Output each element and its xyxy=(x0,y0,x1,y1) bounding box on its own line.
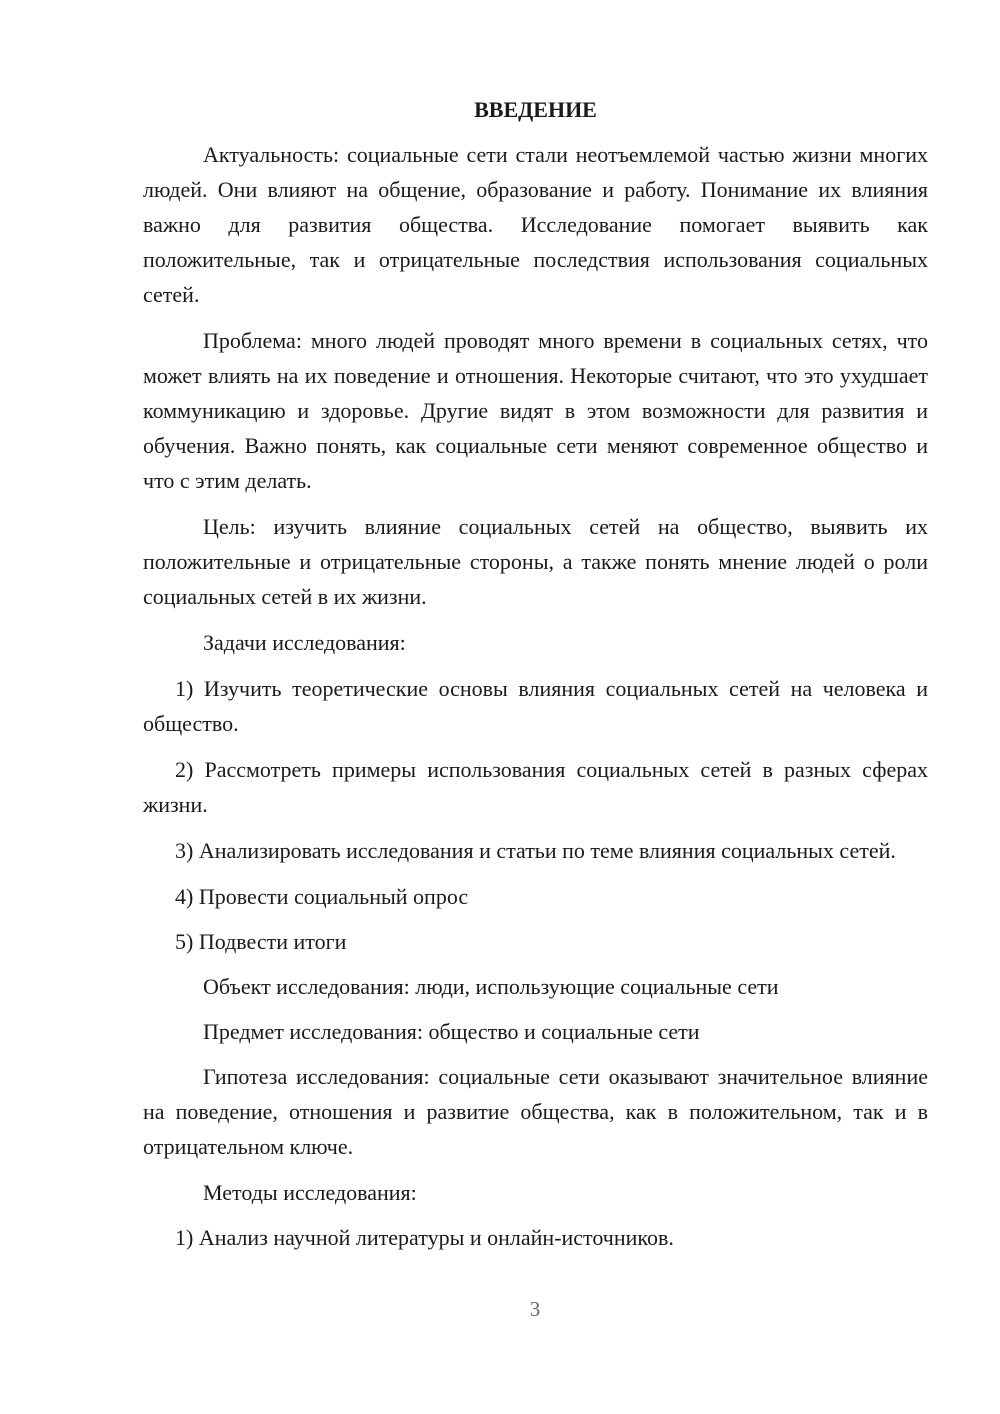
page-number: 3 xyxy=(529,1297,541,1321)
methods-heading: Методы исследования: xyxy=(203,1180,417,1205)
method-item-1: 1) Анализ научной литературы и онлайн-источников. xyxy=(175,1225,674,1250)
task-item-4: 4) Провести социальный опрос xyxy=(175,884,469,909)
document-page xyxy=(143,92,928,1265)
section-title: ВВЕДЕНИЕ xyxy=(474,97,597,122)
research-subject: Предмет исследования: общество и социальные сети xyxy=(203,1019,700,1044)
task-item-1: 1) Изучить теоретические основы влияния социальных сетей на человека и общество. xyxy=(143,676,928,736)
task-item-2: 2) Рассмотреть примеры использования социальных сетей в разных сферах жизни. xyxy=(143,757,928,817)
relevance-paragraph: Актуальность: социальные сети стали неотъемлемой частью жизни многих людей. Они влияют на общение, образование и работу. Понимание их влияния важно для развития общества. Исследование помогает выявить как положительные, так и отрицательные последствия использования социальных сетей. xyxy=(143,142,928,307)
task-item-5: 5) Подвести итоги xyxy=(175,929,347,954)
tasks-heading: Задачи исследования: xyxy=(203,630,406,655)
task-item-3: 3) Анализировать исследования и статьи по теме влияния социальных сетей. xyxy=(175,838,896,863)
research-hypothesis: Гипотеза исследования: социальные сети оказывают значительное влияние на поведение, отношения и развитие общества, как в положительном, так и в отрицательном ключе. xyxy=(143,1064,928,1159)
research-object: Объект исследования: люди, использующие социальные сети xyxy=(203,974,779,999)
problem-paragraph: Проблема: много людей проводят много времени в социальных сетях, что может влиять на их поведение и отношения. Некоторые считают, что это ухудшает коммуникацию и здоровье. Другие видят в этом возможности для развития и обучения. Важно понять, как социальные сети меняют современное общество и что с этим делать. xyxy=(143,328,928,493)
goal-paragraph: Цель: изучить влияние социальных сетей на общество, выявить их положительные и отрицательные стороны, а также понять мнение людей о роли социальных сетей в их жизни. xyxy=(143,514,928,609)
